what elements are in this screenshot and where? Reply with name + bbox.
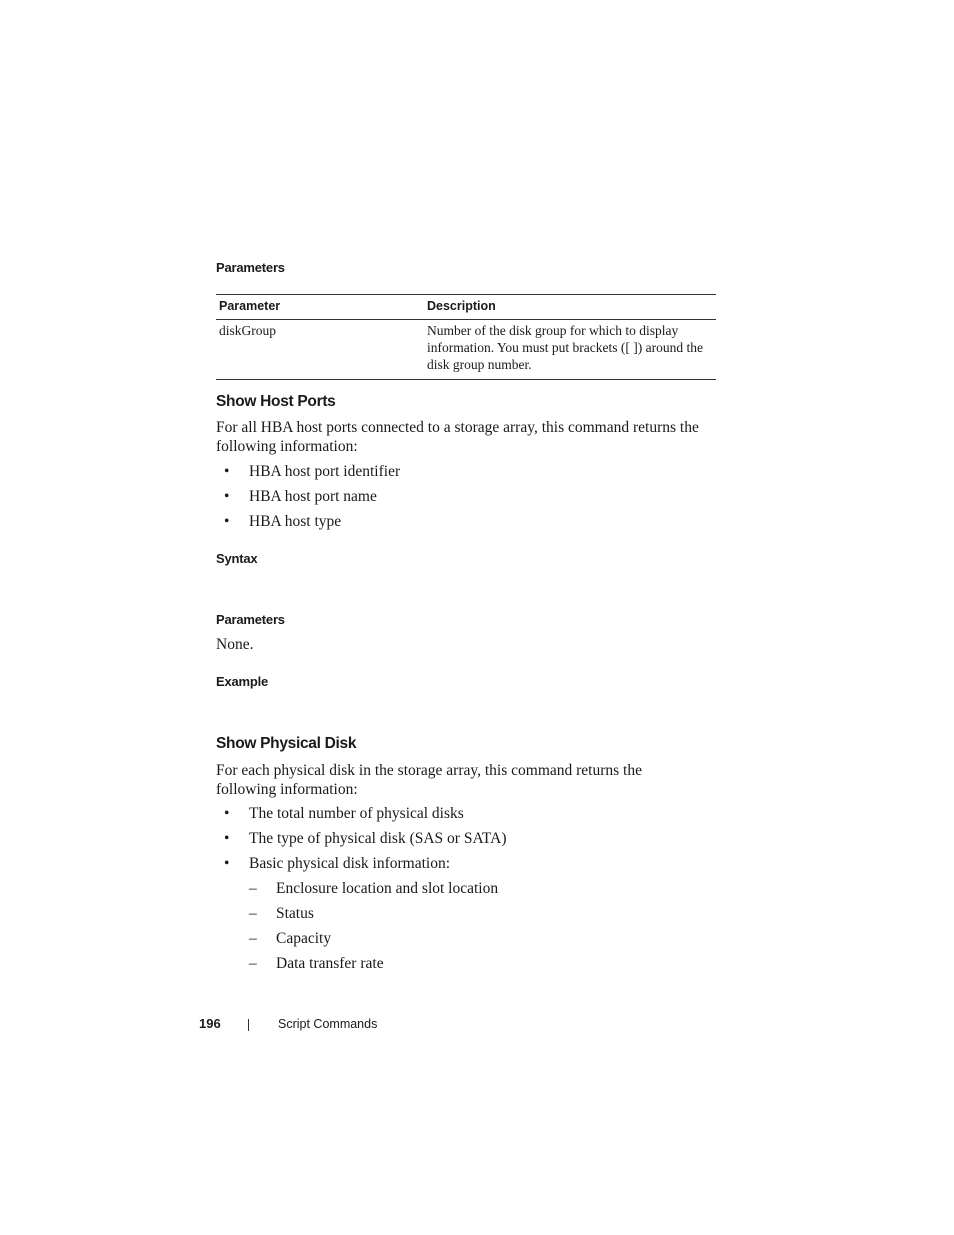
parameters-none-text: None. xyxy=(216,636,254,653)
table-header-parameter: Parameter xyxy=(216,295,424,320)
dash-icon: – xyxy=(249,930,257,947)
show-host-ports-intro: For all HBA host ports connected to a storage array, this command returns the following information: xyxy=(216,419,699,455)
list-item: HBA host port identifier xyxy=(249,463,401,480)
table-header-description: Description xyxy=(424,295,716,320)
sub-list-item: Status xyxy=(276,905,314,922)
bullet-icon: • xyxy=(224,805,230,822)
dash-icon: – xyxy=(249,905,257,922)
list-item: The type of physical disk (SAS or SATA) xyxy=(249,830,507,847)
example-heading: Example xyxy=(216,674,269,689)
table-cell-parameter: diskGroup xyxy=(216,320,424,380)
table-row xyxy=(216,320,716,380)
dash-icon: – xyxy=(249,955,257,972)
bullet-icon: • xyxy=(224,830,230,847)
syntax-heading: Syntax xyxy=(216,551,258,566)
page-number: 196 xyxy=(199,1016,221,1031)
sub-list-item: Capacity xyxy=(276,930,332,947)
bullet-icon: • xyxy=(224,513,230,530)
list-item: HBA host port name xyxy=(249,488,377,505)
list-item: HBA host type xyxy=(249,513,342,530)
list-item: The total number of physical disks xyxy=(249,805,464,822)
dash-icon: – xyxy=(249,880,257,897)
parameters-heading: Parameters xyxy=(216,260,285,275)
footer-section-name: Script Commands xyxy=(278,1017,378,1031)
bullet-icon: • xyxy=(224,855,230,872)
show-host-ports-title: Show Host Ports xyxy=(216,393,336,410)
bullet-icon: • xyxy=(224,463,230,480)
sub-list-item: Enclosure location and slot location xyxy=(276,880,499,897)
show-physical-disk-intro: For each physical disk in the storage array, this command returns the following information: xyxy=(216,762,642,798)
parameters-table xyxy=(216,294,716,380)
bullet-icon: • xyxy=(224,488,230,505)
parameters-heading-2: Parameters xyxy=(216,612,285,627)
list-item: Basic physical disk information: xyxy=(249,855,451,872)
show-physical-disk-title: Show Physical Disk xyxy=(216,735,357,752)
sub-list-item: Data transfer rate xyxy=(276,955,384,972)
footer-separator xyxy=(248,1019,249,1031)
table-cell-description: Number of the disk group for which to display information. You must put brackets ([ ]) around the disk group number. xyxy=(424,320,716,380)
table-header-row xyxy=(216,295,716,320)
